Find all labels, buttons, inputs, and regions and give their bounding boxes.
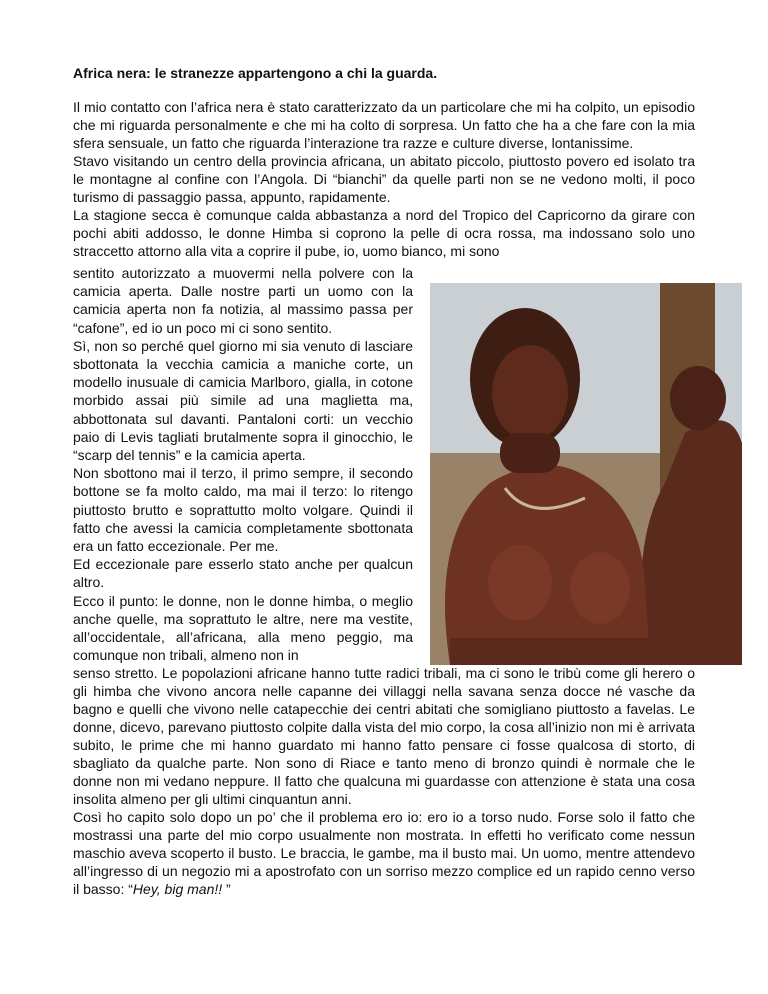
paragraph: Ecco il punto: le donne, non le donne himba, o meglio anche quelle, ma soprattuto le altre, nere ma vestite, all’occidentale, all’africana, alla meno peggio, ma comunque non tribali, almeno non in <box>73 592 413 664</box>
photo-illustration <box>430 283 742 665</box>
paragraph-with-quote <box>73 808 695 898</box>
quote-close: ” <box>222 881 231 897</box>
quote-italic: Hey, big man!! <box>132 881 223 897</box>
paragraph: La stagione secca è comunque calda abbastanza a nord del Tropico del Capricorno da girare con pochi abiti addosso, le donne Himba si coprono la pelle di ocra rossa, ma indossano solo uno straccetto attorno alla vita a coprire il pube, io, uomo bianco, mi sono <box>73 207 695 259</box>
paragraph-text: Così ho capito solo dopo un po’ che il problema ero io: ero io a torso nudo. Forse solo il fatto che mostrassi una parte del mio corpo usualmente non mostrata. In effetti ho verificato come nessun maschio aveva scoperto il busto. Le braccia, le gambe, ma il busto mai. Un uomo, mentre attendevo all’ingresso di un negozio mi a apostrofato con un sorriso mezzo complice ed un rapido cenno verso il basso: “ <box>73 809 695 897</box>
paragraph: Ed eccezionale pare esserlo stato anche per qualcun altro. <box>73 556 413 591</box>
paragraph: Non sbottono mai il terzo, il primo sempre, il secondo bottone se fa molto caldo, ma mai il terzo: lo ritengo piuttosto brutto e soprattutto molto volgare. Quindi il fatto che avessi la camicia completamente sbottonata era un fatto eccezionale. Per me. <box>73 465 413 555</box>
page-title: Africa nera: le stranezze appartengono a chi la guarda. <box>73 65 438 81</box>
paragraph: senso stretto. Le popolazioni africane hanno tutte radici tribali, ma ci sono le tribù come gli herero o gli himba che vivono ancora nelle capanne dei villaggi nella savana senza docce né vasche da bagno e quelli che vivono nelle catapecchie dei centri abitati che somigliano piuttosto a favelas. Le donne, dicevo, parevano piuttosto colpite dalla vista del mio corpo, la cosa all’inizio non mi è arrivata subito, le prime che mi hanno guardato mi hanno fatto pensare ci fosse qualcosa di storto, di sbagliato da qualche parte. Non sono di Riace e tanto meno di bronzo quindi è normale che le donne non mi vedano neppure. Il fatto che qualcuna mi guardasse con attenzione è stata una cosa insolita almeno per gli ultimi cinquantun anni. <box>73 665 695 807</box>
himba-women-photo <box>430 283 742 665</box>
closing-text <box>73 664 695 898</box>
paragraph: Stavo visitando un centro della provincia africana, un abitato piccolo, piuttosto povero ed isolato tra le montagne al confine con l’Angola. Di “bianchi” da quelle parti non se ne vedono molti, il poco turismo di passaggio passa, appunto, rapidamente. <box>73 153 695 205</box>
floating-text-column <box>73 264 413 664</box>
paragraph: sentito autorizzato a muovermi nella polvere con la camicia aperta. Dalle nostre parti un uomo con la camicia aperta non fa notizia, al massimo passa per “cafone”, ed io un poco mi ci sono sentito. <box>73 265 413 336</box>
intro-text <box>73 98 695 260</box>
paragraph: Il mio contatto con l’africa nera è stato caratterizzato da un particolare che mi ha colpito, un episodio che mi riguarda personalmente e che mi ha colto di sorpresa. Un fatto che ha a che fare con la mia sfera sensuale, un fatto che riguarda l’interazione tra razze e culture diverse, lontanissime. <box>73 99 695 151</box>
paragraph: Sì, non so perché quel giorno mi sia venuto di lasciare sbottonata la vecchia camicia a maniche corte, un modello inusuale di camicia Marlboro, gialla, in cotone morbido assai più simile ad una maglietta ma, abbottonata sul davanti. Pantaloni corti: un vecchio paio di Levis tagliati brutalmente sopra il ginocchio, le “scarp del tennis” e la camicia aperta. <box>73 337 413 464</box>
